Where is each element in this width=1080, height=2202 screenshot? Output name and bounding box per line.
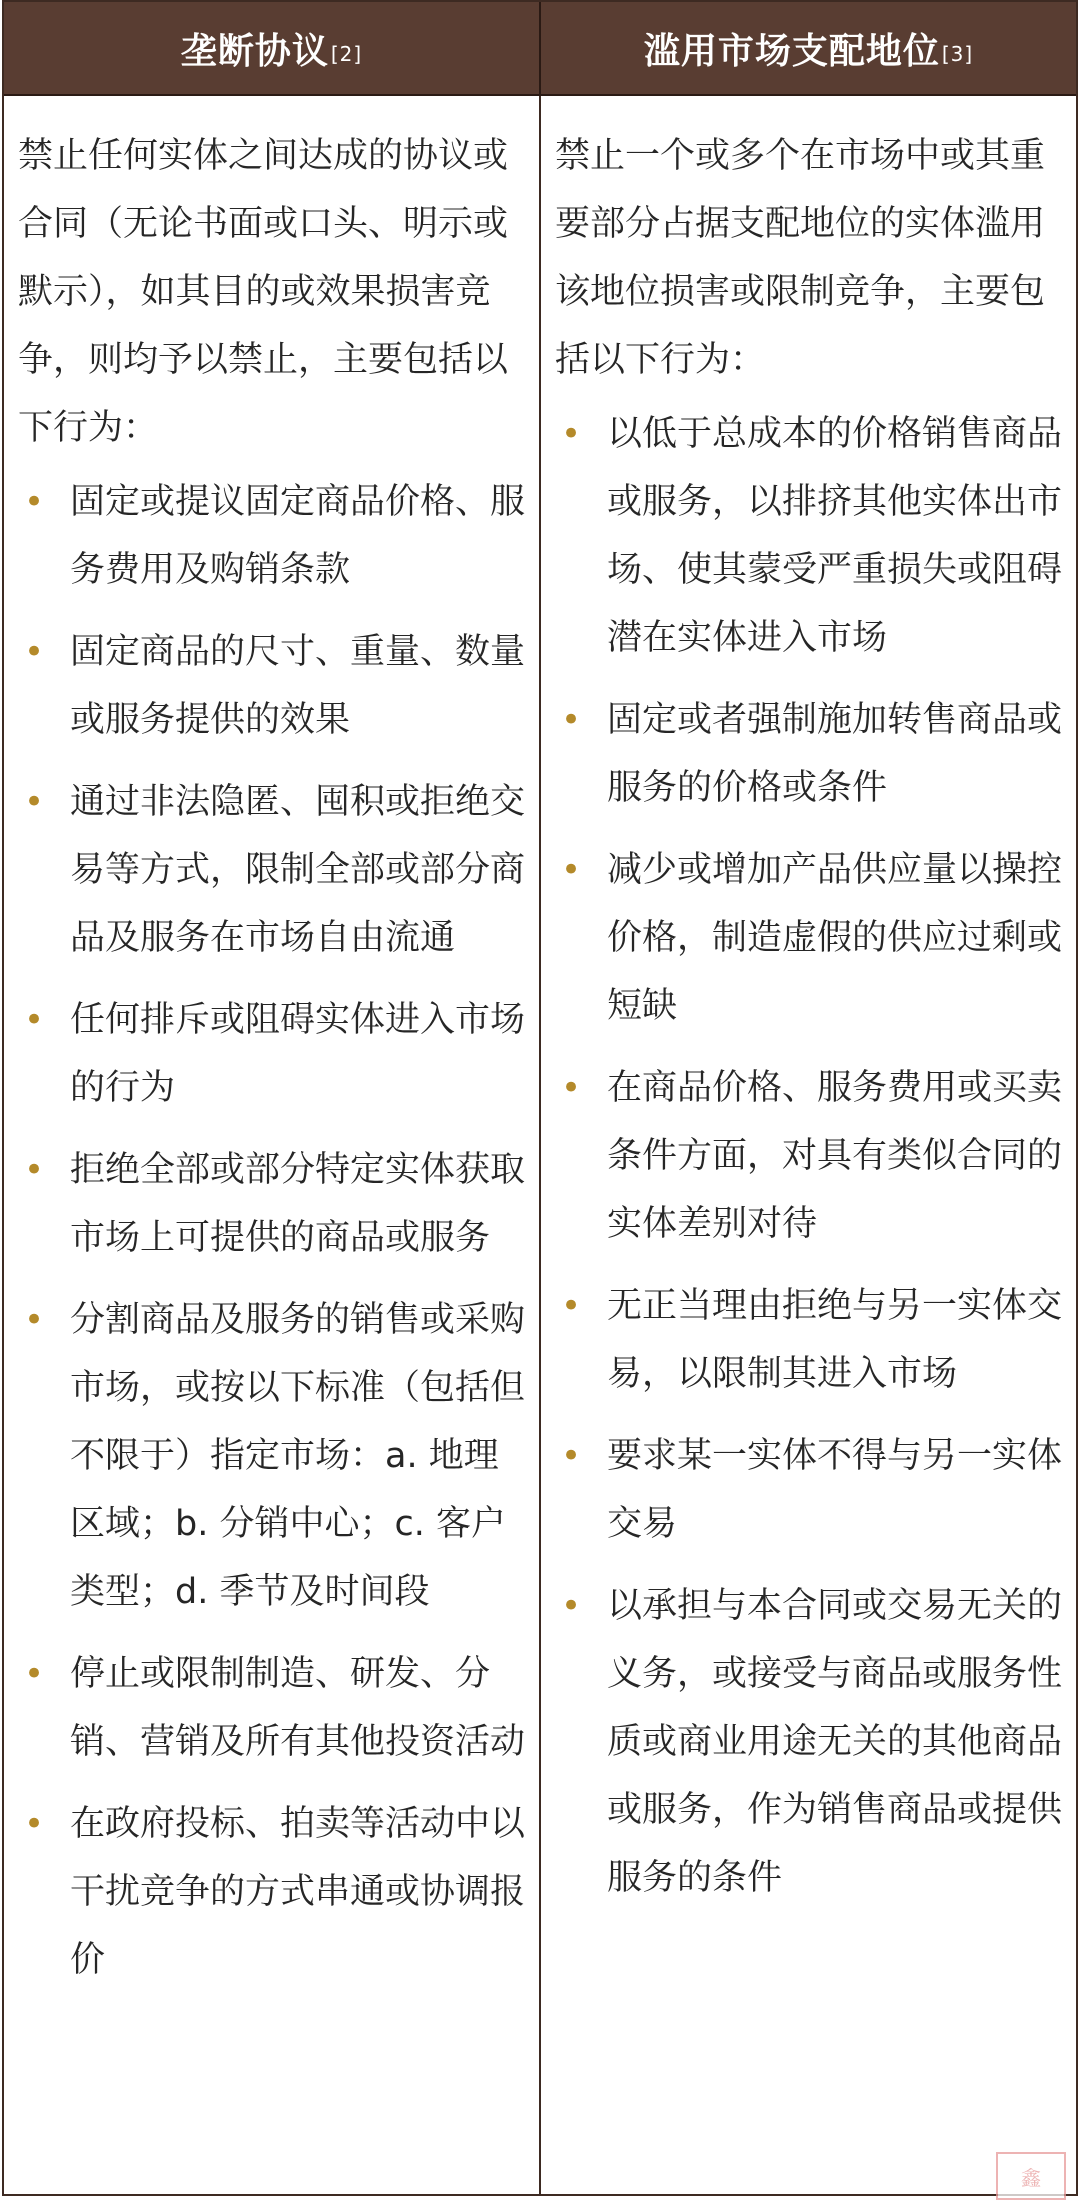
list-item-text: 拒绝全部或部分特定实体获取市场上可提供的商品或服务	[70, 1150, 526, 1258]
list-item-text: 以承担与本合同或交易无关的义务，或接受与商品或服务性质或商业用途无关的其他商品或服务，作为销售商品或提供服务的条件	[607, 1586, 1063, 1898]
list-item	[555, 1272, 1062, 1408]
bullet-icon: •	[561, 1586, 582, 1626]
list-item-text: 固定或提议固定商品价格、服务费用及购销条款	[70, 482, 526, 590]
list-item	[18, 1640, 525, 1776]
bullet-icon: •	[24, 1000, 45, 1040]
bullet-icon: •	[561, 414, 582, 454]
list-item-text: 任何排斥或阻碍实体进入市场的行为	[70, 1000, 526, 1108]
bullet-icon: •	[24, 1150, 45, 1190]
list-item-text: 分割商品及服务的销售或采购市场，或按以下标准（包括但不限于）指定市场：a. 地理区域；b. 分销中心；c. 客户类型；d. 季节及时间段	[70, 1300, 526, 1612]
list-item	[18, 618, 525, 754]
list-item	[18, 768, 525, 972]
header-right-ref: [3]	[941, 42, 974, 66]
list-item-text: 通过非法隐匿、囤积或拒绝交易等方式，限制全部或部分商品及服务在市场自由流通	[70, 782, 526, 958]
list-item-text: 固定商品的尺寸、重量、数量或服务提供的效果	[70, 632, 526, 740]
left-column	[4, 96, 539, 2194]
list-item	[555, 1054, 1062, 1258]
list-item-text: 减少或增加产品供应量以操控价格，制造虚假的供应过剩或短缺	[607, 850, 1063, 1026]
header-left-title: 垄断协议	[180, 30, 329, 72]
list-item	[555, 1422, 1062, 1558]
right-intro: 禁止一个或多个在市场中或其重要部分占据支配地位的实体滥用该地位损害或限制竞争，主要包括以下行为：	[555, 136, 1046, 380]
list-item	[18, 468, 525, 604]
right-column	[539, 96, 1076, 2194]
bullet-icon: •	[24, 782, 45, 822]
bullet-icon: •	[24, 632, 45, 672]
right-list	[555, 400, 1062, 1912]
list-item-text: 在商品价格、服务费用或买卖条件方面，对具有类似合同的实体差别对待	[607, 1068, 1063, 1244]
list-item-text: 固定或者强制施加转售商品或服务的价格或条件	[607, 700, 1063, 808]
bullet-icon: •	[24, 1300, 45, 1340]
header-left-ref: [2]	[330, 42, 363, 66]
left-intro: 禁止任何实体之间达成的协议或合同（无论书面或口头、明示或默示），如其目的或效果损害竞争，则均予以禁止，主要包括以下行为：	[18, 136, 509, 448]
header-right-title: 滥用市场支配地位	[643, 30, 940, 72]
list-item	[555, 686, 1062, 822]
bullet-icon: •	[561, 850, 582, 890]
list-item-text: 在政府投标、拍卖等活动中以干扰竞争的方式串通或协调报价	[70, 1804, 526, 1980]
bullet-icon: •	[561, 1068, 582, 1108]
bullet-icon: •	[24, 1804, 45, 1844]
bullet-icon: •	[561, 700, 582, 740]
list-item-text: 停止或限制制造、研发、分销、营销及所有其他投资活动	[70, 1654, 526, 1762]
bullet-icon: •	[561, 1286, 582, 1326]
list-item	[555, 836, 1062, 1040]
header-abuse-dominance	[539, 2, 1076, 94]
table-body	[4, 94, 1076, 2194]
header-monopoly-agreement	[4, 2, 539, 94]
list-item	[18, 1790, 525, 1994]
bullet-icon: •	[24, 1654, 45, 1694]
list-item	[555, 400, 1062, 672]
list-item	[18, 986, 525, 1122]
table-header	[4, 2, 1076, 94]
list-item-text: 以低于总成本的价格销售商品或服务，以排挤其他实体出市场、使其蒙受严重损失或阻碍潜在实体进入市场	[607, 414, 1063, 658]
list-item	[18, 1286, 525, 1626]
list-item	[18, 1136, 525, 1272]
bullet-icon: •	[24, 482, 45, 522]
list-item-text: 要求某一实体不得与另一实体交易	[607, 1436, 1063, 1544]
list-item	[555, 1572, 1062, 1912]
list-item-text: 无正当理由拒绝与另一实体交易，以限制其进入市场	[607, 1286, 1063, 1394]
bullet-icon: •	[561, 1436, 582, 1476]
comparison-table	[2, 0, 1078, 2196]
left-list	[18, 468, 525, 1994]
watermark-stamp: 鑫	[996, 2152, 1066, 2200]
